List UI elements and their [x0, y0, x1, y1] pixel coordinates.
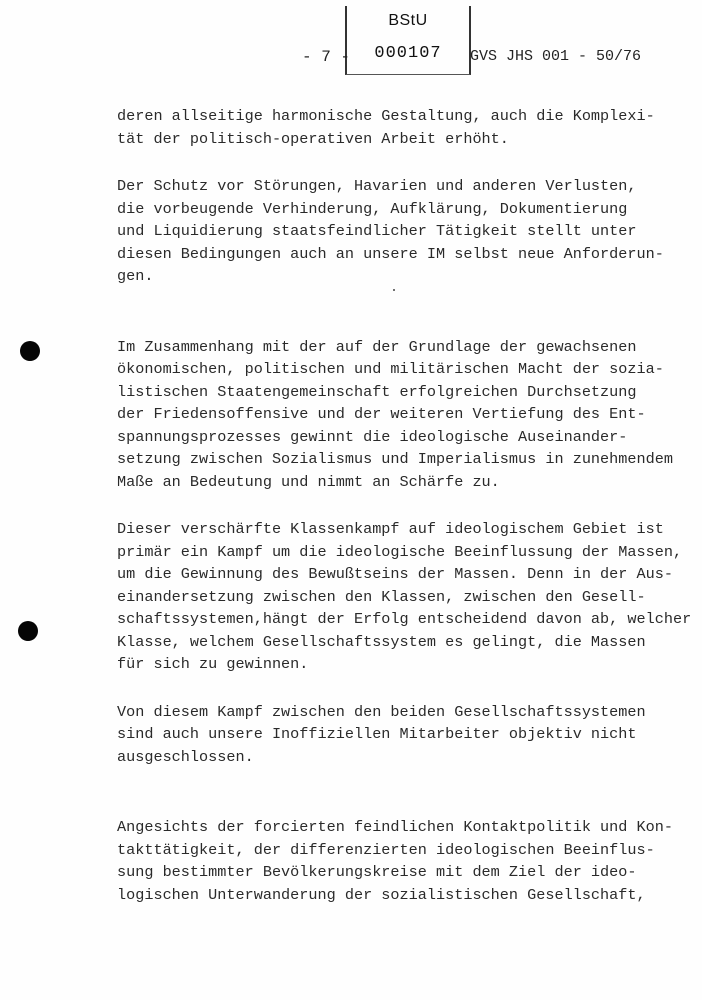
- page-number: - 7 -: [302, 48, 351, 66]
- document-body: [117, 105, 692, 906]
- text-line: logischen Unterwanderung der sozialistischen Gesellschaft,: [117, 885, 646, 904]
- text-line: Angesichts der forcierten feindlichen Kontaktpolitik und Kon-: [117, 818, 673, 836]
- text-line: diesen Bedingungen auch an unsere IM selbst neue Anforderun-: [117, 244, 664, 263]
- text-line: Der Schutz vor Störungen, Havarien und anderen Verlusten,: [117, 177, 637, 195]
- text-line: ökonomischen, politischen und militärischen Macht der sozia-: [117, 360, 664, 378]
- paragraph: [117, 105, 687, 150]
- stamp-title: BStU: [388, 12, 428, 29]
- paragraph: [117, 175, 687, 288]
- text-line: primär ein Kampf um die ideologische Beeinflussung der Massen,: [117, 542, 683, 561]
- text-line: takttätigkeit, der differenzierten ideologischen Beeinflus-: [117, 840, 655, 859]
- punch-hole-top: [20, 341, 40, 361]
- classification-code: GVS JHS 001 - 50/76: [470, 48, 642, 65]
- text-line: die vorbeugende Verhinderung, Aufklärung, Dokumentierung: [117, 199, 628, 218]
- text-line: deren allseitige harmonische Gestaltung, auch die Komplexi-: [117, 107, 655, 125]
- paragraph: [117, 336, 687, 494]
- text-line: Im Zusammenhang mit der auf der Grundlage der gewachsenen: [117, 337, 637, 356]
- text-line: listischen Staatengemeinschaft erfolgreichen Durchsetzung: [117, 382, 637, 401]
- text-line: und Liquidierung staatsfeindlicher Tätigkeit stellt unter: [117, 222, 637, 240]
- text-line: sind auch unsere Inoffiziellen Mitarbeiter objektiv nicht: [117, 725, 637, 743]
- paragraph: [117, 701, 687, 769]
- stamp-number: 000107: [374, 44, 442, 63]
- text-line: ausgeschlossen.: [117, 747, 254, 766]
- paragraph: [117, 816, 687, 906]
- text-line: schaftssystemen,hängt der Erfolg entscheidend davon ab, welcher: [117, 610, 692, 628]
- text-line: Maße an Bedeutung und nimmt an Schärfe zu.: [117, 472, 500, 491]
- archive-stamp: [345, 6, 471, 75]
- paragraph: [117, 518, 692, 676]
- text-line: Von diesem Kampf zwischen den beiden Gesellschaftssystemen: [117, 702, 646, 721]
- text-line: tät der politisch-operativen Arbeit erhöht.: [117, 129, 509, 148]
- text-line: gen.: [117, 267, 154, 285]
- text-line: Klasse, welchem Gesellschaftssystem es gelingt, die Massen: [117, 632, 646, 651]
- text-line: einandersetzung zwischen den Klassen, zwischen den Gesell-: [117, 587, 646, 606]
- text-line: Dieser verschärfte Klassenkampf auf ideologischem Gebiet ist: [117, 520, 664, 538]
- text-line: um die Gewinnung des Bewußtseins der Massen. Denn in der Aus-: [117, 565, 673, 583]
- text-line: für sich zu gewinnen.: [117, 655, 309, 673]
- punch-hole-bottom: [18, 621, 38, 641]
- text-line: sung bestimmter Bevölkerungskreise mit dem Ziel der ideo-: [117, 863, 637, 881]
- text-line: setzung zwischen Sozialismus und Imperialismus in zunehmendem: [117, 450, 673, 468]
- text-line: der Friedensoffensive und der weiteren Vertiefung des Ent-: [117, 405, 646, 423]
- text-line: spannungsprozesses gewinnt die ideologische Auseinander-: [117, 427, 628, 446]
